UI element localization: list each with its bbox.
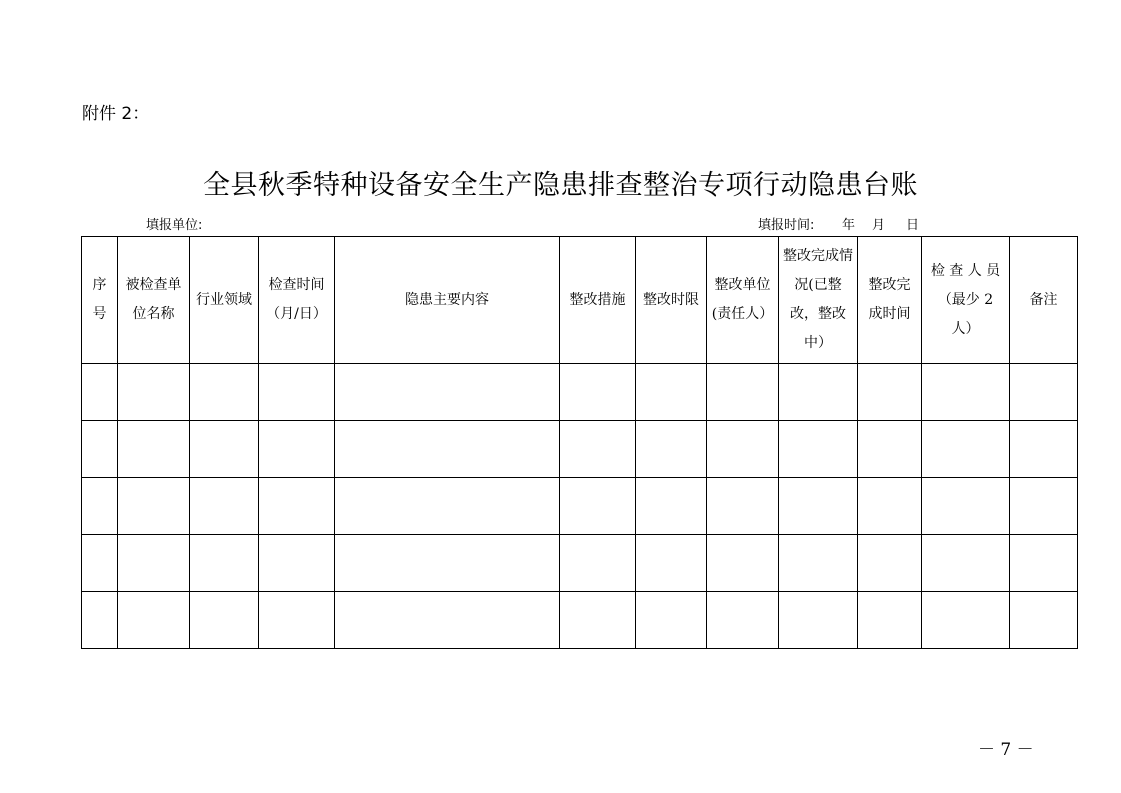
table-cell[interactable] — [1010, 364, 1078, 421]
table-cell[interactable] — [259, 535, 335, 592]
fill-in-unit-label: 填报单位: — [146, 218, 203, 233]
table-cell[interactable] — [636, 478, 707, 535]
table-cell[interactable] — [118, 535, 190, 592]
table-cell[interactable] — [82, 478, 118, 535]
table-cell[interactable] — [560, 535, 636, 592]
table-row — [82, 364, 1078, 421]
table-cell[interactable] — [118, 592, 190, 649]
table-cell[interactable] — [190, 364, 259, 421]
table-cell[interactable] — [858, 421, 922, 478]
header-measures: 整改措施 — [560, 237, 636, 364]
table-cell[interactable] — [922, 535, 1010, 592]
table-cell[interactable] — [707, 421, 779, 478]
header-hazard-content: 隐患主要内容 — [335, 237, 560, 364]
table-cell[interactable] — [82, 364, 118, 421]
table-cell[interactable] — [636, 592, 707, 649]
table-cell[interactable] — [636, 364, 707, 421]
table-cell[interactable] — [779, 478, 858, 535]
header-inspected-unit: 被检查单位名称 — [118, 237, 190, 364]
table-cell[interactable] — [922, 478, 1010, 535]
fill-in-month: 月 — [872, 218, 886, 233]
document-title: 全县秋季特种设备安全生产隐患排查整治专项行动隐患台账 — [203, 170, 918, 201]
table-row — [82, 592, 1078, 649]
table-cell[interactable] — [707, 478, 779, 535]
table-cell[interactable] — [190, 478, 259, 535]
header-completion-time: 整改完成时间 — [858, 237, 922, 364]
table-cell[interactable] — [259, 478, 335, 535]
table-cell[interactable] — [82, 535, 118, 592]
table-cell[interactable] — [335, 592, 560, 649]
table-cell[interactable] — [1010, 535, 1078, 592]
header-completion-status: 整改完成情况(已整改，整改中） — [779, 237, 858, 364]
table-cell[interactable] — [560, 592, 636, 649]
table-cell[interactable] — [858, 592, 922, 649]
table-cell[interactable] — [1010, 592, 1078, 649]
table-cell[interactable] — [82, 421, 118, 478]
table-cell[interactable] — [922, 364, 1010, 421]
table-cell[interactable] — [560, 421, 636, 478]
attachment-label: 附件 2： — [82, 104, 150, 124]
table-cell[interactable] — [779, 535, 858, 592]
header-remarks: 备注 — [1010, 237, 1078, 364]
table-cell[interactable] — [560, 364, 636, 421]
table-cell[interactable] — [190, 592, 259, 649]
table-cell[interactable] — [1010, 421, 1078, 478]
table-cell[interactable] — [335, 478, 560, 535]
fill-in-day: 日 — [906, 218, 920, 233]
table-cell[interactable] — [707, 592, 779, 649]
table-cell[interactable] — [922, 592, 1010, 649]
table-cell[interactable] — [922, 421, 1010, 478]
table-cell[interactable] — [259, 364, 335, 421]
table-cell[interactable] — [335, 364, 560, 421]
table-cell[interactable] — [335, 535, 560, 592]
table-cell[interactable] — [190, 421, 259, 478]
table-row — [82, 535, 1078, 592]
table-cell[interactable] — [259, 592, 335, 649]
table-cell[interactable] — [858, 478, 922, 535]
table-cell[interactable] — [636, 421, 707, 478]
table-header-row — [82, 237, 1078, 364]
table-cell[interactable] — [858, 364, 922, 421]
table-cell[interactable] — [858, 535, 922, 592]
page-number: － 7 － — [978, 740, 1034, 760]
header-index: 序号 — [82, 237, 118, 364]
table-cell[interactable] — [1010, 478, 1078, 535]
table-cell[interactable] — [259, 421, 335, 478]
table-cell[interactable] — [779, 592, 858, 649]
header-deadline: 整改时限 — [636, 237, 707, 364]
header-inspection-date: 检查时间（月/日） — [259, 237, 335, 364]
table-cell[interactable] — [707, 364, 779, 421]
header-responsible-unit: 整改单位(责任人） — [707, 237, 779, 364]
table-cell[interactable] — [779, 421, 858, 478]
table-cell[interactable] — [118, 421, 190, 478]
header-industry: 行业领域 — [190, 237, 259, 364]
table-row — [82, 421, 1078, 478]
table-row — [82, 478, 1078, 535]
table-cell[interactable] — [560, 478, 636, 535]
table-cell[interactable] — [82, 592, 118, 649]
table-cell[interactable] — [335, 421, 560, 478]
header-inspectors: 检 查 人 员（最少 2 人） — [922, 237, 1010, 364]
table-cell[interactable] — [190, 535, 259, 592]
table-cell[interactable] — [636, 535, 707, 592]
hazard-ledger-table — [81, 236, 1078, 649]
table-cell[interactable] — [779, 364, 858, 421]
table-cell[interactable] — [118, 364, 190, 421]
table-cell[interactable] — [707, 535, 779, 592]
fill-in-year: 年 — [842, 218, 856, 233]
table-cell[interactable] — [118, 478, 190, 535]
fill-in-time-label: 填报时间: — [758, 218, 815, 233]
